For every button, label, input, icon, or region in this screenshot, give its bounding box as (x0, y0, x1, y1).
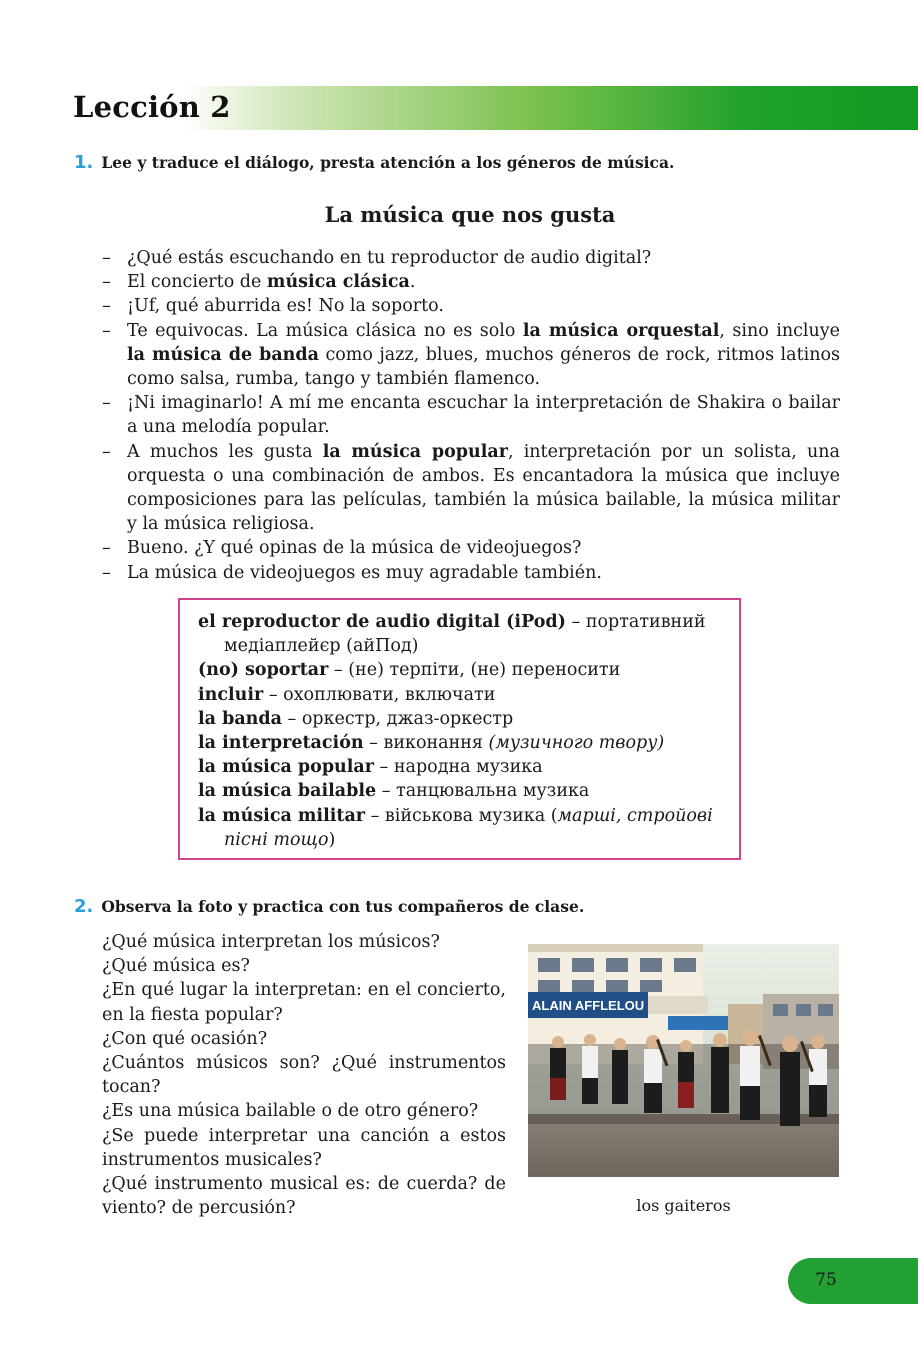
vocab-entry (198, 804, 725, 852)
dialog-line (102, 391, 840, 439)
practice-question: ¿Qué música interpretan los músicos? (102, 932, 440, 952)
practice-question: ¿En qué lugar la interpretan: en el concierto, en la fiesta popular? (102, 980, 506, 1025)
highlighted-genre: la música orquestal (522, 320, 720, 341)
dialog-text: Te equivocas. La música clásica no es solo (127, 320, 523, 341)
dialog-text: , interpretación por un solista, una orquesta o una combinación de ambos. Es encantadora la música que incluye composiciones para las películas, también la música bailable, la música militar y la música religiosa. (127, 441, 840, 535)
vocab-term: la banda (198, 708, 282, 729)
dialog-dash: – (102, 441, 111, 462)
vocabulary-box (178, 598, 741, 860)
dialog-text: El concierto de (127, 272, 267, 293)
dialog-line (102, 319, 840, 392)
vocab-entry (198, 683, 725, 707)
dialog-text: ¡Uf, qué aburrida es! No la soporto. (127, 296, 444, 317)
vocab-term: el reproductor de audio digital (iPod) (198, 612, 566, 632)
practice-question: ¿Cuántos músicos son? ¿Qué instrumentos tocan? (102, 1053, 506, 1098)
practice-question: ¿Qué instrumento musical es: de cuerda? de viento? de percusión? (102, 1174, 506, 1219)
dialog-dash: – (102, 538, 111, 559)
dialog-dash: – (102, 248, 111, 268)
vocab-term: la música militar (198, 805, 366, 826)
vocab-translation: – портативний медіаплейєр (айПод) (224, 612, 706, 657)
vocab-translation: – народна музика (373, 757, 543, 778)
dialog-text: ¿Qué estás escuchando en tu reproductor de audio digital? (127, 248, 652, 268)
vocab-translation: – охоплювати, включати (263, 684, 496, 705)
dialog-text: La música de videojuegos es muy agradable también. (127, 562, 602, 583)
page-number: 75 (815, 1270, 837, 1290)
vocab-translation: – виконання (363, 733, 489, 754)
vocab-term: (no) soportar (198, 660, 329, 681)
dialog-list (102, 246, 840, 585)
vocab-term: incluir (198, 684, 264, 705)
dialog-dash: – (102, 320, 111, 341)
vocab-translation: – танцювальна музика (376, 781, 590, 802)
bagpipers-photo (528, 944, 839, 1177)
dialog-text: , sino incluye (719, 320, 840, 341)
dialog-dash: – (102, 296, 111, 317)
vocab-term: la música bailable (198, 781, 377, 802)
vocab-note: (музичного твору) (488, 733, 665, 754)
vocab-note-tail: ) (328, 829, 336, 850)
vocab-entry (198, 610, 725, 658)
dialog-line (102, 561, 840, 585)
dialog-text: ¡Ni imaginarlo! A mí me encanta escuchar la interpretación de Shakira o bailar a una melodía popular. (127, 393, 840, 438)
dialog-line (102, 536, 840, 560)
shop-sign-text: ALAIN AFFLELOU (532, 998, 645, 1013)
vocab-translation: – військова музика ( (365, 805, 558, 826)
dialog-line (102, 294, 840, 318)
highlighted-genre: música clásica (266, 272, 410, 293)
vocab-note: марші, стройові пісні тощо (224, 805, 713, 850)
vocab-entry (198, 779, 725, 803)
dialog-title: La música que nos gusta (324, 202, 616, 227)
task-instruction: Observa la foto y practica con tus compañeros de clase. (101, 897, 585, 916)
dialog-text: Bueno. ¿Y qué opinas de la música de videojuegos? (127, 538, 582, 559)
vocab-term: la interpretación (198, 733, 364, 754)
task-2 (74, 896, 584, 917)
practice-question: ¿Es una música bailable o de otro género? (102, 1101, 479, 1122)
dialog-dash: – (102, 393, 111, 414)
practice-question: ¿Qué música es? (102, 956, 250, 977)
highlighted-genre: la música popular (322, 441, 508, 462)
dialog-dash: – (102, 272, 111, 293)
lesson-title: Lección 2 (73, 90, 231, 124)
vocab-term: la música popular (198, 757, 374, 778)
highlighted-genre: la música de banda (127, 344, 319, 365)
task-1 (74, 152, 674, 173)
question-list (102, 930, 506, 1220)
dialog-text: . (409, 272, 416, 293)
vocab-entry (198, 731, 725, 755)
photo-caption: los gaiteros (636, 1196, 731, 1215)
task-number: 2. (74, 896, 94, 917)
practice-question: ¿Se puede interpretar una canción a estos instrumentos musicales? (102, 1125, 506, 1170)
dialog-text: como jazz, blues, muchos géneros de rock, ritmos latinos como salsa, rumba, tango y también flamenco. (127, 344, 840, 390)
dialog-dash: – (102, 562, 111, 583)
task-number: 1. (74, 152, 94, 173)
dialog-line (102, 440, 840, 537)
dialog-text: A muchos les gusta (127, 441, 323, 462)
dialog-line (102, 270, 840, 294)
vocab-entry (198, 707, 725, 731)
vocab-entry (198, 755, 725, 779)
task-instruction: Lee y traduce el diálogo, presta atención a los géneros de música. (101, 153, 675, 172)
practice-question: ¿Con qué ocasión? (102, 1028, 268, 1049)
vocab-translation: – оркестр, джаз-оркестр (281, 708, 514, 729)
vocab-translation: – (не) терпіти, (не) переносити (328, 660, 621, 681)
dialog-line (102, 246, 840, 270)
vocab-entry (198, 658, 725, 682)
